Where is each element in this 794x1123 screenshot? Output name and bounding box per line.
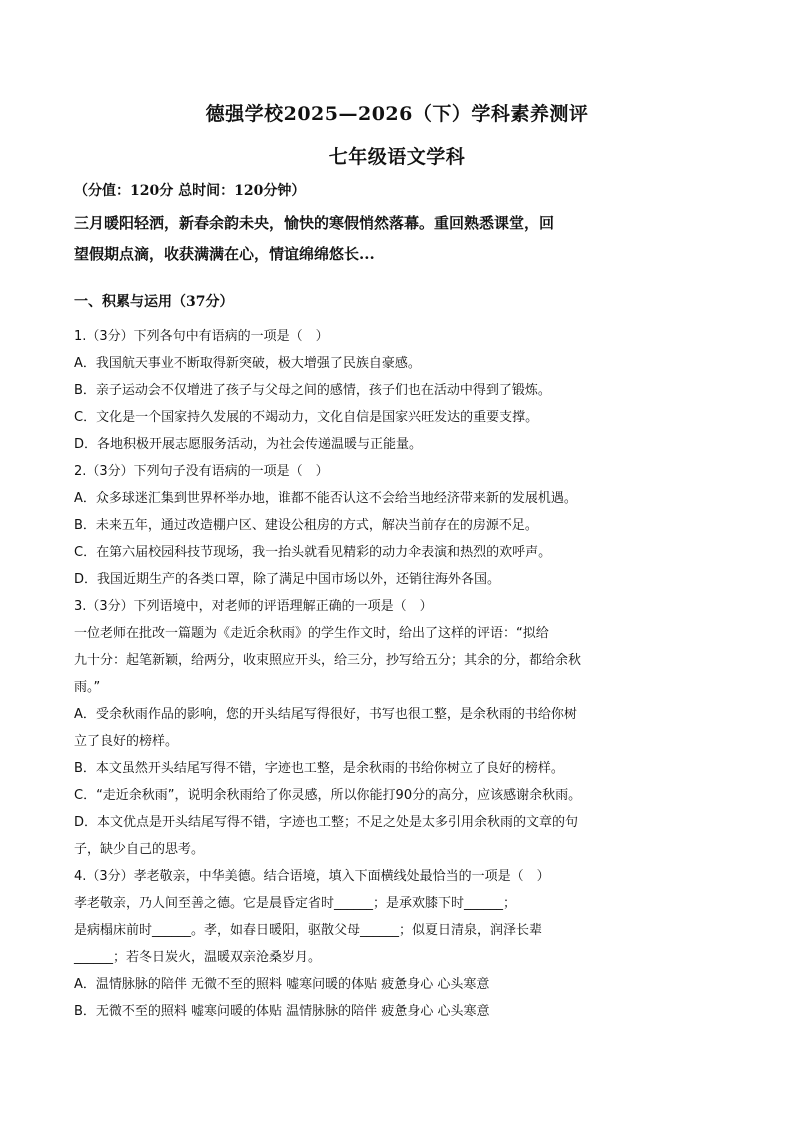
exam-title: 德强学校2025—2026（下）学科素养测评: [205, 103, 589, 125]
question-1: [74, 323, 734, 458]
answer-option: C．在第六届校园科技节现场，我一抬头就看见精彩的动力伞表演和热烈的欢呼声。: [74, 545, 552, 560]
question-stem: 4.（3分）孝老敬亲，中华美德。结合语境，填入下面横线处最恰当的一项是（ ）: [74, 869, 550, 884]
answer-option: C．“走近余秋雨”，说明余秋雨给了你灵感，所以你能打90分的高分，应该感谢余秋雨。: [74, 788, 582, 803]
answer-option: B．无微不至的照料 嘘寒问暖的体贴 温情脉脉的陪伴 疲惫身心 心头寒意: [74, 1004, 490, 1019]
answer-option: C．文化是一个国家持久发展的不竭动力，文化自信是国家兴旺发达的重要支撑。: [74, 410, 539, 425]
question-4: [74, 863, 734, 1025]
question-context-line: 雨。”: [74, 680, 101, 695]
question-context-line: ______；若冬日炭火，温暖双亲沧桑岁月。: [74, 950, 322, 965]
question-stem: 1.（3分）下列各句中有语病的一项是（ ）: [74, 329, 329, 344]
question-context-line: 一位老师在批改一篇题为《走近余秋雨》的学生作文时，给出了这样的评语：“拟给: [74, 626, 549, 641]
answer-option: A．众多球迷汇集到世界杯举办地，谁都不能否认这不会给当地经济带来新的发展机遇。: [74, 491, 577, 506]
answer-option: 立了良好的榜样。: [74, 734, 179, 749]
question-stem: 3.（3分）下列语境中，对老师的评语理解正确的一项是（ ）: [74, 599, 433, 614]
question-stem: 2.（3分）下列句子没有语病的一项是（ ）: [74, 464, 329, 479]
answer-option: A．我国航天事业不断取得新突破，极大增强了民族自豪感。: [74, 356, 421, 371]
intro-line-2: 望假期点滴，收获满满在心，情谊绵绵悠长...: [74, 245, 375, 263]
answer-option: D．各地积极开展志愿服务活动，为社会传递温暖与正能量。: [74, 437, 423, 452]
question-context-line: 是病榻床前时______。孝，如春日暖阳，驱散父母______；似夏日清泉，润泽长辈: [74, 923, 543, 938]
question-context-line: 孝老敬亲，乃人间至善之德。它是晨昏定省时______；是承欢膝下时______；: [74, 896, 517, 911]
answer-option: A．温情脉脉的陪伴 无微不至的照料 嘘寒问暖的体贴 疲惫身心 心头寒意: [74, 977, 490, 992]
question-body: [74, 323, 734, 1025]
section-heading: 一、积累与运用（37分）: [74, 294, 234, 310]
answer-option: B．未来五年，通过改造棚户区、建设公租房的方式，解决当前存在的房源不足。: [74, 518, 538, 533]
question-3: [74, 593, 734, 863]
answer-option: B．亲子运动会不仅增进了孩子与父母之间的感情，孩子们也在活动中得到了锻炼。: [74, 383, 551, 398]
question-context-line: 九十分：起笔新颖，给两分，收束照应开头，给三分，抄写给五分；其余的分，都给余秋: [74, 653, 582, 668]
question-2: [74, 458, 734, 593]
exam-meta: （分值：120分 总时间：120分钟）: [74, 183, 306, 199]
answer-option: D．本文优点是开头结尾写得不错，字迹也工整；不足之处是太多引用余秋雨的文章的句: [74, 815, 579, 830]
answer-option: 子，缺少自己的思考。: [74, 842, 205, 857]
exam-subtitle: 七年级语文学科: [328, 146, 466, 168]
answer-option: A．受余秋雨作品的影响，您的开头结尾写得很好，书写也很工整，是余秋雨的书给你树: [74, 707, 577, 722]
answer-option: B．本文虽然开头结尾写得不错，字迹也工整，是余秋雨的书给你树立了良好的榜样。: [74, 761, 564, 776]
answer-option: D．我国近期生产的各类口罩，除了满足中国市场以外，还销往海外各国。: [74, 572, 501, 587]
intro-line-1: 三月暖阳轻洒，新春余韵未央，愉快的寒假悄然落幕。重回熟悉课堂，回: [74, 214, 555, 232]
